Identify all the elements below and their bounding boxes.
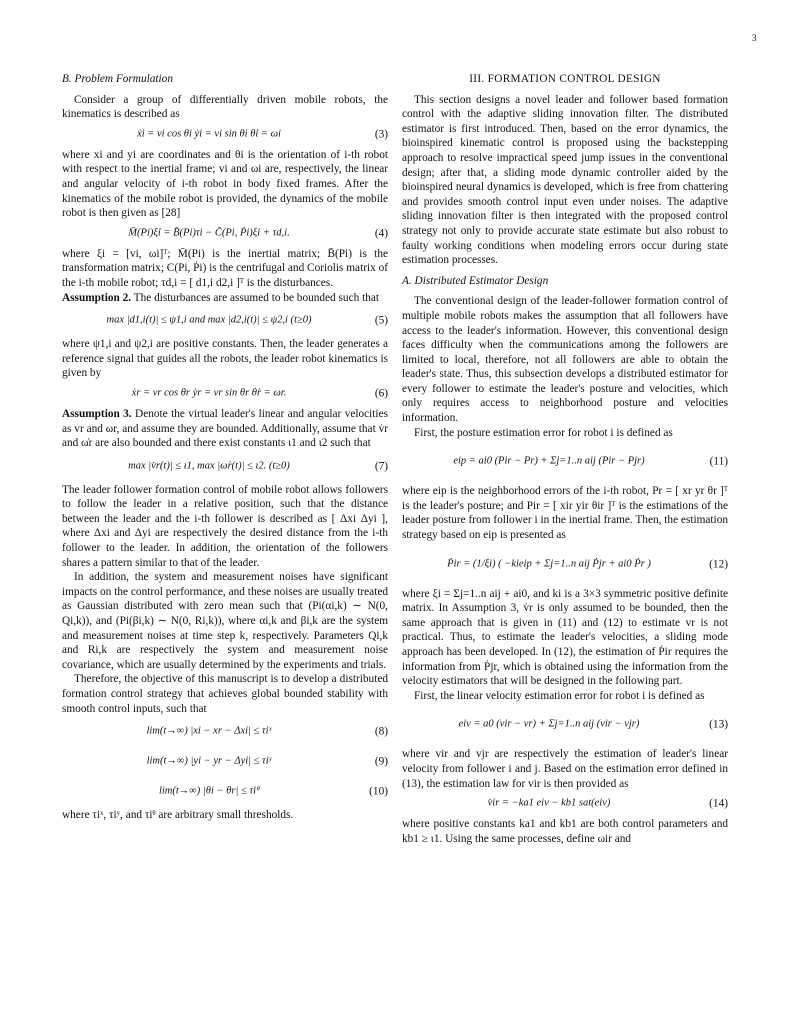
equation-expression: lim(t→∞) |yi − yr − Δyi| ≤ τiʸ [146, 755, 272, 767]
equation-3 [62, 124, 388, 146]
equation-number: (6) [374, 387, 388, 400]
equation-number: (13) [709, 719, 728, 732]
assumption-3 [62, 407, 388, 451]
equation-6 [62, 383, 388, 405]
equation-13 [402, 705, 728, 745]
equation-expression: Ṗir = (1/ξi) ( −kieip + Σj=1..n aij Ṗjr + ai0 Ṗr ) [447, 558, 651, 570]
equation-number: (5) [374, 314, 388, 327]
assumption-label: Assumption 3. [62, 407, 132, 420]
paragraph: First, the linear velocity estimation error for robot i is defined as [414, 689, 705, 702]
paragraph: where eip is the neighborhood errors of the i-th robot, Pr = [ xr yr θr ]ᵀ is the leader's posture; and Pir = [ xir yir θir ]ᵀ is the estimations of the leader posture from follower i in the inertial frame. Then, the estimation strategy based on eip is presented as [402, 485, 728, 542]
paragraph: The conventional design of the leader-follower formation control of multiple mobile robots makes the assumption that all followers have access to the leader's information. However, this conventional design faces difficulty when the communications among the followers are limited to local, therefore, not all followers are able to obtain the leader's state. Thus, this subsection develops a distributed estimator for every follower to estimate the leader's posture and velocities, which only requires access to neighborhood posture and velocities information. [402, 295, 728, 425]
equation-expression: max |v̇r(t)| ≤ ι1, max |ω̇r(t)| ≤ ι2. (t≥0) [128, 460, 290, 472]
paragraph: Therefore, the objective of this manuscript is to develop a distributed formation control strategy that achieves global bounded stability with smooth control inputs, such that [62, 673, 388, 715]
assumption-text: The disturbances are assumed to be bounded such that [131, 291, 380, 304]
paragraph: This section designs a novel leader and follower based formation control with the adaptive sliding innovation filter. The distributed estimator is first introduced. Then, based on the error dynamics, the bioinspired kinematic control is proposed using the backstepping approach to resolve impractical speed jump issues in the conventional design; after that, a sliding mode dynamic controller aided by the bioinspired neural dynamics is developed, which is free from chattering and provides smooth control input even under noises. The adaptive sliding innovation filter is then integrated with the proposed control strategy not only to provide accurate state estimate but also robust to faulty working conditions when modeling errors occur during state estimation processes. [402, 93, 728, 267]
equation-number: (7) [374, 460, 388, 473]
equation-14 [402, 793, 728, 815]
paragraph: First, the posture estimation error for robot i is defined as [414, 426, 673, 439]
paragraph: In addition, the system and measurement noises have significant impacts on the control performance, and these noises are usually treated as Gaussian distributed with zero mean such that (Pi(αi,k) ∼ N(0, Qi,k)), and (Pi(βi,k) ∼ N(0, Ri,k)), where αi,k and βi,k are the system and measurement noises at time step k, respectively. Parameters Qi,k and Ri,k are respectively the system and measurement noise covariance, which are usually determined by the experiments and trials. [62, 571, 388, 671]
equation-number: (8) [374, 725, 388, 738]
equation-expression: max |d1,i(t)| ≤ ψ1,i and max |d2,i(t)| ≤ ψ2,i (t≥0) [106, 314, 312, 326]
paragraph: The leader follower formation control of mobile robot allows followers to follow the leader in a relative position, such that the distance between the leader and the i-th follower is described as [ Δxi Δyi ], where Δxi and Δyi are respectively the desired distance from the i-th follower to the leader. In addition, the orientation of the followers shares a pattern similar to that of the leader. [62, 483, 388, 569]
paragraph: Consider a group of differentially driven mobile robots, the kinematics is described as [62, 93, 388, 121]
page-number: 3 [752, 33, 757, 43]
equation-number: (14) [709, 797, 728, 810]
equation-number: (12) [709, 558, 728, 571]
equation-5 [62, 307, 388, 335]
equation-number: (4) [374, 227, 388, 240]
paragraph: where ξi = [vi, ωi]ᵀ; M̄(Pi) is the inertial matrix; B̄(Pi) is the transformation matrix; C(Pi, Ṗi) is the centrifugal and Coriolis matrix of the i-th mobile robot; τd,i = [ d1,i d2,i ]ᵀ is the disturbances. [62, 247, 388, 289]
section-heading-formation-control-design: III. FORMATION CONTROL DESIGN [469, 73, 661, 85]
paragraph: where positive constants ka1 and kb1 are both control parameters and kb1 ≥ ι1. Using the same processes, define ωir and [402, 818, 728, 845]
paragraph: where vir and vjr are respectively the estimation of leader's linear velocity from follower i and j. Based on the estimation error defined in (13), the estimation law for vir is then provided as [402, 748, 728, 790]
equation-7 [62, 453, 388, 481]
equation-11 [402, 442, 728, 482]
right-column [402, 72, 728, 846]
left-column [62, 72, 388, 823]
equation-number: (10) [369, 785, 388, 798]
equation-9 [62, 748, 388, 776]
assumption-label: Assumption 2. [62, 291, 132, 304]
equation-4 [62, 223, 388, 245]
assumption-2 [62, 291, 388, 306]
equation-expression: ẋr = vr cos θr ẏr = vr sin θr θ̇r = ωr. [131, 387, 287, 399]
section-heading-problem-formulation: B. Problem Formulation [62, 73, 173, 85]
paragraph: where τiˣ, τiʸ, and τiᶿ are arbitrary small thresholds. [62, 809, 294, 822]
equation-10 [62, 778, 388, 806]
equation-8 [62, 718, 388, 746]
equation-expression: eiv = a0 (vir − vr) + Σj=1..n aij (vir − vjr) [458, 719, 640, 731]
equation-expression: eip = ai0 (Pir − Pr) + Σj=1..n aij (Pir − Pjr) [453, 455, 645, 467]
paragraph: where ψ1,i and ψ2,i are positive constants. Then, the leader generates a reference signal that guides all the robots, the leader robot kinematics is given by [62, 338, 388, 380]
assumption-text: Denote the virtual leader's linear and angular velocities as vr and ωr, and assume they are bounded. Additionally, assume that v̇r and ω̇r are also bounded and there exist constants ι1 and ι2 such that [62, 407, 388, 450]
equation-expression: v̇ir = −ka1 eiv − kb1 sat(eiv) [487, 797, 611, 809]
paragraph: where ξi = Σj=1..n aij + ai0, and ki is a 3×3 symmetric positive definite matrix. In Assumption 3, v̇r is only assumed to be bounded, then the same approach that is given in (11) and (12) to estimate vr is not practical. Thus, to estimate the leader's velocities, a sliding mode approach has been developed. In (12), the estimation of Ṗir requires the information from Ṗjr, which is obtained using the information from the velocity estimators that will be designed in the following part. [402, 587, 728, 688]
equation-number: (9) [374, 755, 388, 768]
equation-expression: lim(t→∞) |xi − xr − Δxi| ≤ τiˣ [146, 725, 272, 737]
paragraph: where xi and yi are coordinates and θi is the orientation of i-th robot with respect to the inertial frame; vi and ωi are, respectively, the linear and angular velocity of i-th robot in body fixed frames. After the kinematics of the mobile robot is provided, the dynamics of the mobile robot is then given as [28] [62, 148, 388, 220]
subsection-heading-distributed-estimator: A. Distributed Estimator Design [402, 274, 549, 287]
equation-number: (3) [374, 128, 388, 141]
equation-expression: ẋi = vi cos θi ẏi = vi sin θi θ̇i = ωi [137, 128, 281, 140]
equation-expression: lim(t→∞) |θi − θr| ≤ τiᶿ [158, 785, 260, 797]
equation-12 [402, 545, 728, 585]
equation-number: (11) [709, 455, 728, 468]
equation-expression: M̄(Pi)ξ̇i = B̄(Pi)τi − C̄(Pi, Ṗi)ξi + τd,i. [128, 227, 290, 239]
